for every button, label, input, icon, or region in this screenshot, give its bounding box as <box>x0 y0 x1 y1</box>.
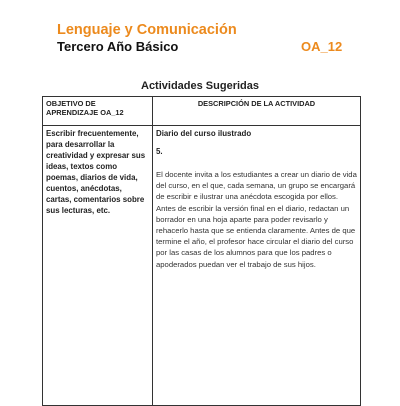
activity-title: Diario del curso ilustrado <box>156 129 252 138</box>
description-column-header: DESCRIPCIÓN DE LA ACTIVIDAD <box>153 97 361 126</box>
activity-number: 5. <box>156 147 163 156</box>
grade-label: Tercero Año Básico <box>57 39 179 54</box>
table-row <box>43 126 361 406</box>
objective-cell <box>43 126 153 406</box>
section-title: Actividades Sugeridas <box>141 80 259 92</box>
subject-title: Lenguaje y Comunicación <box>57 22 237 38</box>
activity-cell <box>153 126 361 406</box>
table-header-row <box>43 97 361 126</box>
objective-column-header: OBJETIVO DE APRENDIZAJE OA_12 <box>43 97 153 126</box>
activity-description: El docente invita a los estudiantes a crear un diario de vida del curso, en el que, cada semana, un grupo se encargará de escribir e ilustrar una anécdota escogida por ellos. Antes de escribir la versión final en el diario, redactan un borrador en una hoja aparte para poder revisarlo y rehacerlo hasta que se entienda claramente. Antes de que termine el año, el profesor hace circular el diario del curso por las casas de los alumnos para que los padres o apoderados puedan ver el trabajo de sus hijos. <box>156 170 357 269</box>
activity-table <box>42 96 361 406</box>
objective-text: Escribir frecuentemente, para desarrollar la creatividad y expresar sus ideas, textos como poemas, diarios de vida, cuentos, anécdotas, cartas, comentarios sobre sus lecturas, etc. <box>46 129 146 215</box>
objective-code: OA_12 <box>301 39 343 54</box>
